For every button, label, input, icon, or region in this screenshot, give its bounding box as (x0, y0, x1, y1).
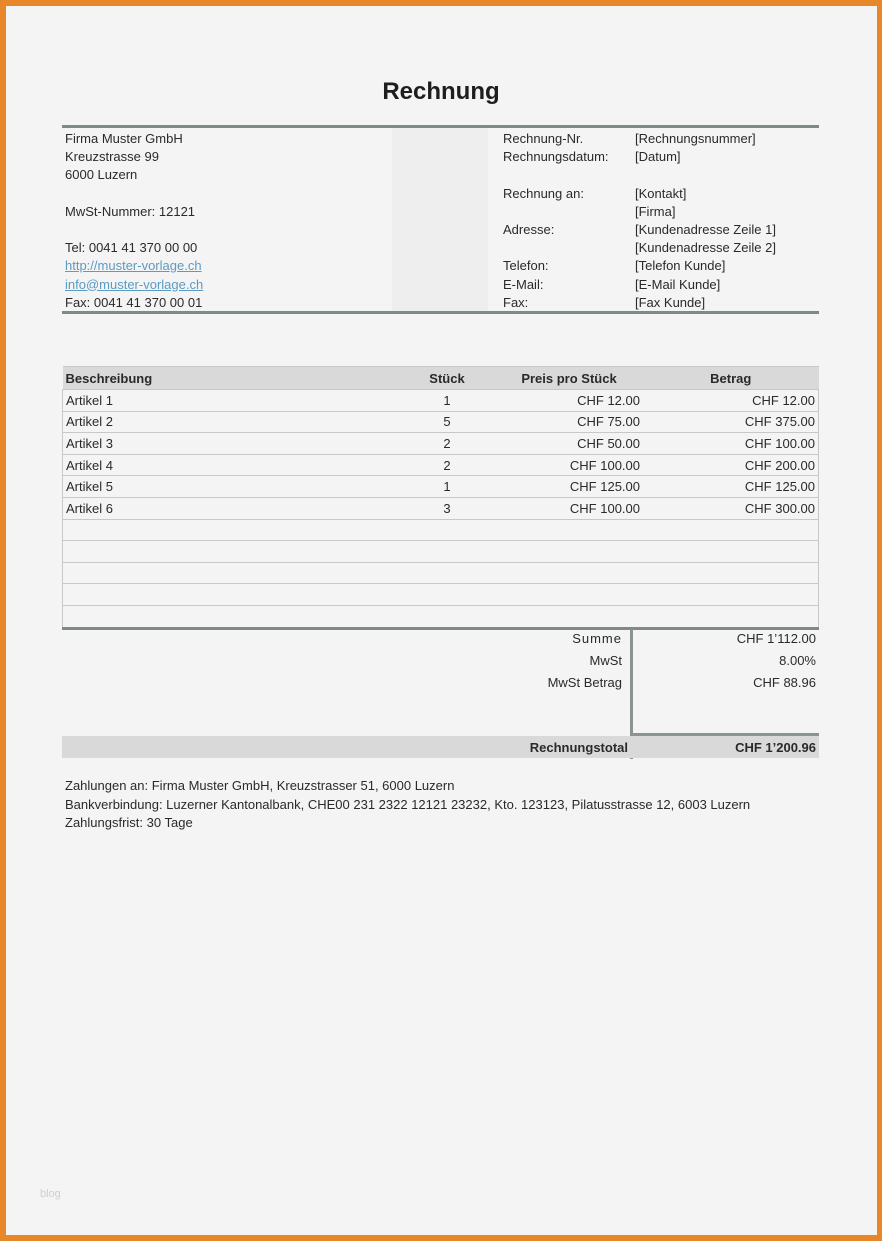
contact-value: [Kontakt] (635, 185, 687, 201)
table-row (63, 497, 819, 519)
item-unit-price: CHF 75.00 (495, 411, 643, 433)
invoice-number-row (503, 130, 776, 148)
item-description: Artikel 1 (63, 390, 400, 412)
table-row (63, 476, 819, 498)
customer-email-value: [E-Mail Kunde] (635, 276, 721, 292)
customer-email-label: E-Mail: (503, 276, 544, 292)
customer-company-value: [Firma] (635, 203, 676, 219)
subtotal-value: CHF 1’112.00 (736, 631, 816, 646)
empty-table-row (63, 562, 819, 584)
item-unit-price: CHF 50.00 (495, 433, 643, 455)
header-description: Beschreibung (63, 367, 400, 390)
item-unit-price: CHF 100.00 (495, 454, 643, 476)
header-shade-column (392, 128, 488, 311)
spacer (503, 166, 776, 184)
vat-row (62, 653, 819, 675)
item-quantity: 3 (399, 497, 495, 519)
sender-vat-number: MwSt-Nummer: 12121 (65, 203, 196, 219)
customer-email-row (503, 276, 776, 294)
sender-block (65, 130, 203, 312)
vat-amount-label: MwSt Betrag (547, 675, 622, 690)
invoice-number-label: Rechnung-Nr. (503, 131, 584, 146)
sender-company: Firma Muster GmbH (65, 131, 183, 146)
spacer (65, 185, 203, 203)
document-title: Rechnung (382, 78, 500, 105)
item-amount: CHF 300.00 (643, 497, 819, 519)
sender-city: 6000 Luzern (65, 167, 138, 183)
sender-website-link[interactable]: http://muster-vorlage.ch (65, 258, 202, 274)
customer-phone-value: [Telefon Kunde] (635, 258, 726, 274)
subtotal-row (62, 631, 819, 653)
customer-phone-row (503, 257, 776, 275)
invoice-date-value: [Datum] (635, 149, 681, 165)
header-amount: Betrag (643, 367, 819, 390)
empty-table-row (63, 541, 819, 563)
customer-fax-row (503, 294, 776, 312)
vat-amount-row (62, 675, 819, 697)
subtotal-label: Summe (572, 631, 622, 646)
empty-table-row (63, 584, 819, 606)
item-amount: CHF 375.00 (643, 411, 819, 433)
item-quantity: 1 (399, 390, 495, 412)
bill-to-label: Rechnung an: (503, 185, 584, 201)
item-amount: CHF 125.00 (643, 476, 819, 498)
sender-fax: Fax: 0041 41 370 00 01 (65, 294, 203, 310)
invoice-number-value: [Rechnungsnummer] (635, 131, 756, 146)
table-row (63, 411, 819, 433)
item-quantity: 5 (399, 411, 495, 433)
item-amount: CHF 12.00 (643, 390, 819, 412)
address-line-2: [Kundenadresse Zeile 2] (635, 240, 776, 256)
item-unit-price: CHF 100.00 (495, 497, 643, 519)
empty-table-row (63, 519, 819, 541)
spacer (65, 221, 203, 239)
item-unit-price: CHF 125.00 (495, 476, 643, 498)
table-row (63, 454, 819, 476)
bill-to-row (503, 185, 776, 203)
sender-street: Kreuzstrasse 99 (65, 149, 159, 165)
item-description: Artikel 6 (63, 497, 400, 519)
sender-phone: Tel: 0041 41 370 00 00 (65, 240, 198, 256)
customer-fax-label: Fax: (503, 294, 529, 310)
header-section (62, 125, 819, 314)
invoice-date-row (503, 148, 776, 166)
payment-info (65, 777, 750, 833)
address-row-2 (503, 239, 776, 257)
item-quantity: 2 (399, 454, 495, 476)
vat-amount-value: CHF 88.96 (753, 675, 816, 690)
invoice-meta-block (503, 130, 776, 312)
payment-recipient: Zahlungen an: Firma Muster GmbH, Kreuzstrasser 51, 6000 Luzern (65, 778, 455, 793)
summary-section (62, 629, 819, 759)
vat-label: MwSt (589, 653, 622, 668)
total-row (62, 736, 819, 758)
item-quantity: 2 (399, 433, 495, 455)
company-row (503, 203, 776, 221)
table-row (63, 433, 819, 455)
address-row-1 (503, 221, 776, 239)
item-description: Artikel 3 (63, 433, 400, 455)
item-unit-price: CHF 12.00 (495, 390, 643, 412)
address-line-1: [Kundenadresse Zeile 1] (635, 221, 776, 237)
empty-table-row (63, 605, 819, 628)
address-label: Adresse: (503, 221, 555, 237)
item-description: Artikel 5 (63, 476, 400, 498)
header-unit-price: Preis pro Stück (495, 367, 643, 390)
item-description: Artikel 2 (63, 411, 400, 433)
total-value: CHF 1’200.96 (735, 740, 816, 755)
total-label: Rechnungstotal (529, 740, 628, 755)
customer-fax-value: [Fax Kunde] (635, 294, 706, 310)
items-table (62, 366, 819, 630)
sender-email-link[interactable]: info@muster-vorlage.ch (65, 276, 204, 292)
bank-details: Bankverbindung: Luzerner Kantonalbank, CHE00 231 2322 12121 23232, Kto. 123123, Pilatusstrasse 12, 6003 Luzern (65, 796, 751, 812)
payment-terms: Zahlungsfrist: 30 Tage (65, 815, 193, 830)
header-quantity: Stück (399, 367, 495, 390)
customer-phone-label: Telefon: (503, 258, 549, 274)
vat-value: 8.00% (779, 653, 816, 668)
table-row (63, 390, 819, 412)
item-amount: CHF 200.00 (643, 454, 819, 476)
invoice-date-label: Rechnungsdatum: (503, 149, 609, 165)
items-table-header (63, 367, 819, 390)
item-quantity: 1 (399, 476, 495, 498)
item-amount: CHF 100.00 (643, 433, 819, 455)
watermark: blog (40, 1188, 61, 1200)
item-description: Artikel 4 (63, 454, 400, 476)
